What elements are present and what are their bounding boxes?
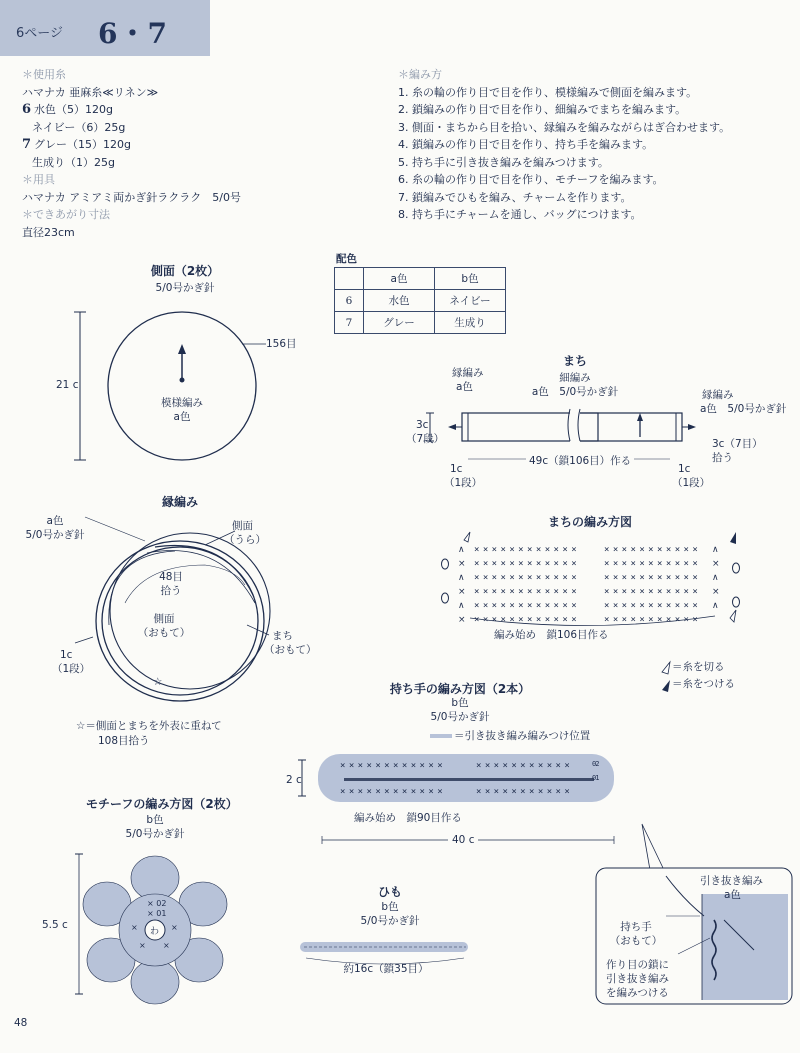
method-step: 3. 側面・まちから目を拾い、縁編みを編みながらはぎ合わせます。 xyxy=(398,120,731,134)
side-diagram xyxy=(70,300,270,480)
gusset-diagram-title: まちの編み方図 xyxy=(547,515,632,529)
gusset-height-rows: （7段） xyxy=(406,433,445,445)
color-table xyxy=(334,267,506,334)
svg-text:× × × × × × × × × × × ×: × × × × × × × × × × × × xyxy=(340,761,442,771)
method-step: 2. 鎖編みの作り目で目を作り、細編みでまちを編みます。 xyxy=(398,103,687,116)
svg-text:×: × xyxy=(458,587,466,597)
side-circle xyxy=(108,312,256,460)
svg-text:× × × × × × × × × × × ×: × × × × × × × × × × × × xyxy=(340,787,442,797)
svg-text:×: × xyxy=(131,923,138,932)
edging-side-back-2: （うら） xyxy=(224,534,266,546)
svg-text:× 02: × 02 xyxy=(147,899,167,908)
svg-text:× × × × × × × × × × × ×: × × × × × × × × × × × × xyxy=(474,545,576,555)
method-step: 7. 鎖編みでひもを編み、チャームを作ります。 xyxy=(398,190,632,204)
gusset-length: 49c（鎖106目）作る xyxy=(526,454,634,468)
svg-text:∧: ∧ xyxy=(712,573,719,583)
yarn-brand: ハマナカ 亜麻糸≪リネン≫ xyxy=(22,85,159,99)
gusset-edge-rows-right: （1段） xyxy=(672,477,711,489)
gusset-edge-right: 縁編み xyxy=(702,389,734,401)
gusset-pickup-1: 3c（7目） xyxy=(712,438,763,450)
yarn-6-line2: ネイビー（6）25g xyxy=(32,120,126,134)
gusset-edge-rows-left: （1段） xyxy=(444,477,483,489)
svg-text:× × × × × × × × × × ×: × × × × × × × × × × × xyxy=(604,615,697,625)
legend-cut: ＝糸を切る xyxy=(672,661,725,673)
page-label: 6ページ xyxy=(16,26,64,41)
gusset-edge-left-color: a色 xyxy=(456,381,473,393)
method-step: 4. 鎖編みの作り目で目を作り、持ち手を編みます。 xyxy=(398,138,654,151)
handle-start: 編み始め 鎖90目作る xyxy=(354,812,462,824)
cord-length: 約16c（鎖35目） xyxy=(343,963,429,975)
method-block xyxy=(398,66,730,224)
slip-color: a色 xyxy=(724,889,741,901)
svg-text:わ: わ xyxy=(150,927,160,937)
method-step: 1. 糸の輪の作り目で目を作り、模様編みで側面を編みます。 xyxy=(398,85,698,99)
col-b-header: b色 xyxy=(435,268,506,290)
svg-text:∧: ∧ xyxy=(458,601,465,611)
yarn-6-line1: 6 水色（5）120g xyxy=(22,102,114,117)
slip-note-1: 作り目の鎖に xyxy=(606,959,669,971)
handle-hook: 5/0号かぎ針 xyxy=(430,711,490,723)
side-hook: 5/0号かぎ針 xyxy=(155,282,215,294)
gusset-stitch-chart xyxy=(440,530,750,640)
col-a-header: a色 xyxy=(364,268,435,290)
yarn-heading: ＊使用糸 xyxy=(22,68,66,81)
size-text: 直径23cm xyxy=(22,225,75,239)
page-number: 48 xyxy=(14,1017,28,1029)
cord-hook: 5/0号かぎ針 xyxy=(360,915,420,927)
svg-text:×: × xyxy=(171,923,178,932)
svg-text:× × × × × × × × × × ×: × × × × × × × × × × × xyxy=(604,601,697,611)
svg-text:∧: ∧ xyxy=(458,545,465,555)
svg-text:× × × × × × × × × × ×: × × × × × × × × × × × xyxy=(604,545,697,555)
svg-text:∧: ∧ xyxy=(458,573,465,583)
method-step: 8. 持ち手にチャームを通し、バッグにつけます。 xyxy=(398,208,642,221)
slip-note-2: 引き抜き編み xyxy=(606,973,669,985)
svg-text:× × × × × × × × × × × ×: × × × × × × × × × × × × xyxy=(474,601,576,611)
edging-star: ☆ xyxy=(153,676,163,688)
header-tab xyxy=(0,0,210,56)
side-color: a色 xyxy=(173,411,191,423)
tools-text: ハマナカ アミアミ両かぎ針ラクラク 5/0号 xyxy=(22,190,241,204)
edging-title: 縁編み xyxy=(161,495,198,509)
gusset-title: まち xyxy=(562,354,587,368)
edging-note-1: ☆＝側面とまちを外表に重ねて xyxy=(76,720,222,732)
method-heading: ＊編み方 xyxy=(398,68,442,81)
svg-text:×: × xyxy=(163,941,170,950)
side-stitch-count: 156目 xyxy=(266,338,297,350)
edging-side-front: 側面 xyxy=(153,613,175,625)
slip-legend-swatch xyxy=(430,734,452,738)
svg-text:×: × xyxy=(458,559,466,569)
slip-handle: 持ち手 xyxy=(620,921,652,933)
yarn-7-line1: 7 グレー（15）120g xyxy=(22,137,132,152)
svg-text:× × × × × × × × × × × ×: × × × × × × × × × × × × xyxy=(474,587,576,597)
cord-color: b色 xyxy=(381,901,399,913)
motif-hook: 5/0号かぎ針 xyxy=(125,828,185,840)
handle-length: 40 c xyxy=(448,833,478,847)
edging-side-front-2: （おもて） xyxy=(137,627,191,639)
motif-diagram xyxy=(75,848,235,1008)
svg-text:01: 01 xyxy=(592,774,599,782)
gusset-pickup-2: 拾う xyxy=(712,452,733,464)
edging-side-back: 側面 xyxy=(232,520,253,532)
cord-title: ひも xyxy=(377,885,402,899)
edging-hook: 5/0号かぎ針 xyxy=(25,529,85,541)
table-row: 7 グレー 生成り xyxy=(335,312,506,334)
edging-pickup-2: 拾う xyxy=(160,585,182,597)
svg-text:× × × × × × × × × × × ×: × × × × × × × × × × × × xyxy=(474,615,576,625)
slip-handle-2: （おもて） xyxy=(609,935,663,947)
motif-title: モチーフの編み方図（2枚） xyxy=(86,797,238,811)
handle-title: 持ち手の編み方図（2本） xyxy=(389,682,531,696)
edging-edge-w: 1c xyxy=(60,649,73,661)
slip-title: 引き抜き編み xyxy=(700,875,763,887)
svg-text:∧: ∧ xyxy=(712,601,719,611)
edging-gusset-front: まち xyxy=(272,630,293,642)
side-diameter: 21 c xyxy=(56,379,79,391)
svg-text:∧: ∧ xyxy=(712,545,719,555)
gusset-center-color: a色 5/0号かぎ針 xyxy=(531,386,619,398)
slip-note-3: を編みつける xyxy=(606,987,669,999)
gusset-height: 3c xyxy=(416,419,429,431)
svg-text:02: 02 xyxy=(592,760,599,768)
method-step: 5. 持ち手に引き抜き編みを編みつけます。 xyxy=(398,155,609,169)
svg-text:× × × × × × × × × × ×: × × × × × × × × × × × xyxy=(476,761,569,771)
cut-icon xyxy=(662,662,670,674)
tools-heading: ＊用具 xyxy=(22,173,55,186)
legend-attach: ＝糸をつける xyxy=(672,678,735,690)
pattern-numbers: 6・7 xyxy=(98,17,168,50)
edging-pickup-1: 48目 xyxy=(159,571,183,583)
motif-color: b色 xyxy=(146,814,164,826)
svg-text:× 01: × 01 xyxy=(147,909,167,918)
gusset-edge-w-left: 1c xyxy=(450,463,463,475)
motif-size: 5.5 c xyxy=(42,919,68,931)
gusset-edge-w-right: 1c xyxy=(678,463,691,475)
svg-text:× × × × × × × × × × ×: × × × × × × × × × × × xyxy=(604,559,697,569)
svg-text:× × × × × × × × × × ×: × × × × × × × × × × × xyxy=(604,573,697,583)
size-heading: ＊できあがり寸法 xyxy=(22,208,110,221)
svg-text:× × × × × × × × × × × ×: × × × × × × × × × × × × xyxy=(474,573,576,583)
handle-color: b色 xyxy=(451,697,469,709)
method-step: 6. 糸の輪の作り目で目を作り、モチーフを編みます。 xyxy=(398,173,664,186)
edging-edge-rows: （1段） xyxy=(52,663,91,675)
svg-text:×: × xyxy=(712,587,720,597)
svg-text:× × × × × × × × × × ×: × × × × × × × × × × × xyxy=(476,787,569,797)
gusset-edge-right-color: a色 5/0号かぎ針 xyxy=(700,403,787,415)
color-table-title: 配色 xyxy=(336,253,357,265)
gusset-start: 編み始め 鎖106目作る xyxy=(494,629,609,641)
gusset-edge-left: 縁編み xyxy=(452,367,484,379)
attach-icon xyxy=(662,680,670,692)
svg-text:× × × × × × × × × × ×: × × × × × × × × × × × xyxy=(604,587,697,597)
table-row: 6 水色 ネイビー xyxy=(335,290,506,312)
edging-note-2: 108目拾う xyxy=(98,735,150,747)
svg-text:× × × × × × × × × × × ×: × × × × × × × × × × × × xyxy=(474,559,576,569)
edging-color: a色 xyxy=(46,515,64,527)
svg-text:×: × xyxy=(458,615,466,625)
handle-height: 2 c xyxy=(286,774,302,786)
yarn-7-line2: 生成り（1）25g xyxy=(32,155,115,169)
handle-legend: ＝引き抜き編み編みつけ位置 xyxy=(454,730,591,742)
edging-gusset-front-2: （おもて） xyxy=(264,644,317,656)
svg-text:×: × xyxy=(712,559,720,569)
materials-block xyxy=(22,66,241,241)
side-pattern: 模様編み xyxy=(161,397,203,409)
gusset-center-stitch: 細編み xyxy=(559,372,591,384)
svg-text:×: × xyxy=(139,941,146,950)
side-title: 側面（2枚） xyxy=(150,264,220,278)
